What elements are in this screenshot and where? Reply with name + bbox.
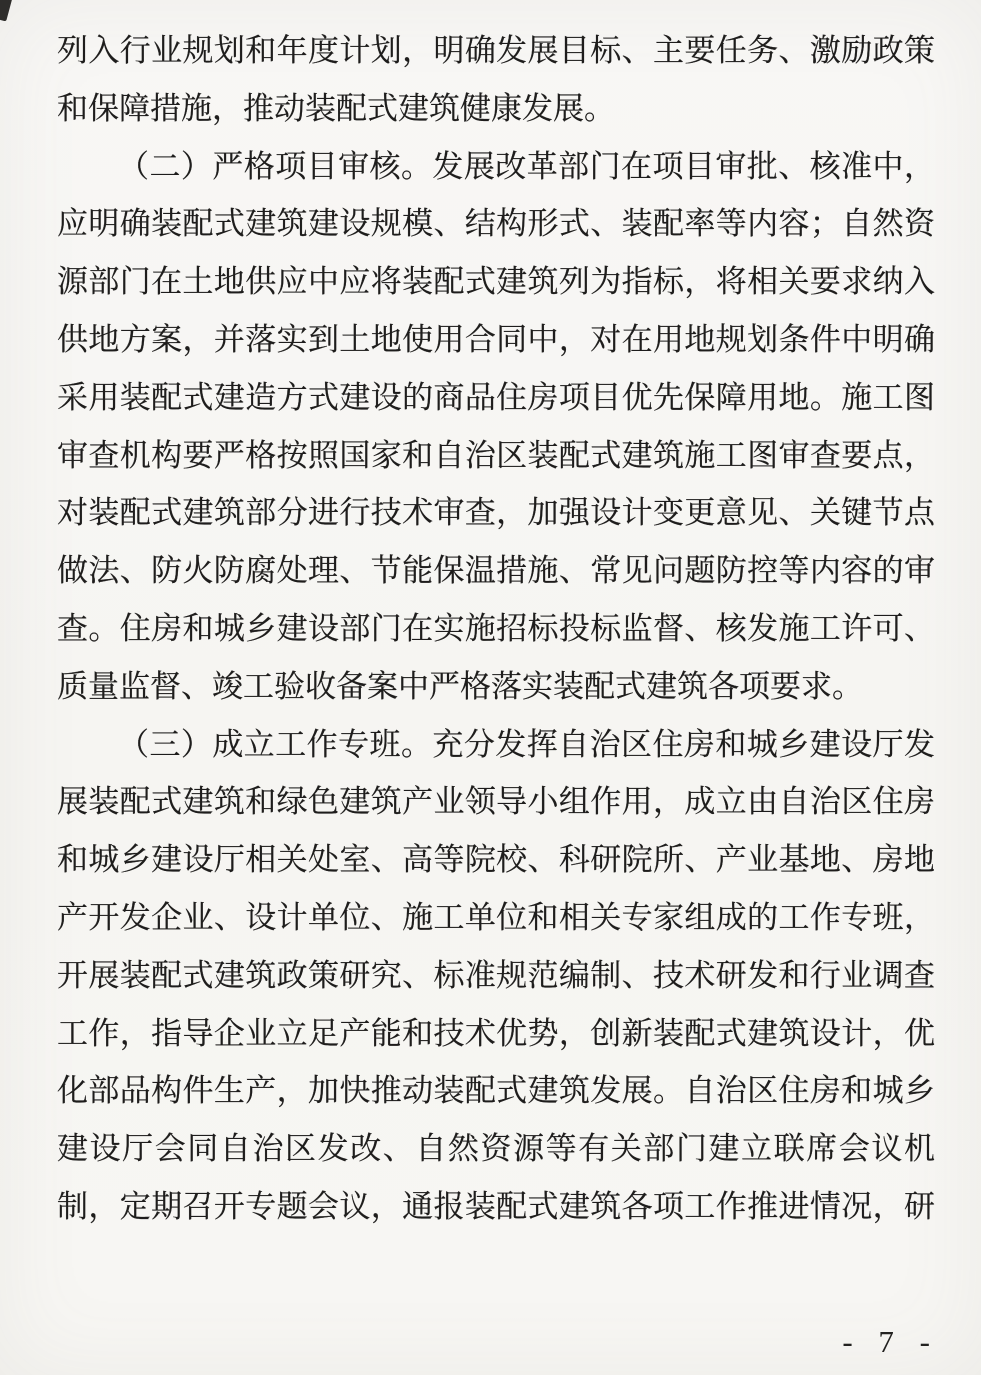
text-line-section-2-heading: （二）严格项目审核。发展改革部门在项目审批、核准中， — [118, 148, 935, 184]
text-line: 做法、防火防腐处理、节能保温措施、常见问题防控等内容的审 — [57, 553, 935, 589]
text-line: 化部品构件生产，加快推动装配式建筑发展。自治区住房和城乡 — [57, 1073, 935, 1109]
text-line: 展装配式建筑和绿色建筑产业领导小组作用，成立由自治区住房 — [57, 784, 935, 820]
text-line: 和保障措施，推动装配式建筑健康发展。 — [57, 90, 615, 126]
text-line: 列入行业规划和年度计划，明确发展目标、主要任务、激励政策 — [57, 33, 935, 68]
text-line: 查。住房和城乡建设部门在实施招标投标监督、核发施工许可、 — [57, 610, 935, 646]
text-line: 质量监督、竣工验收备案中严格落实装配式建筑各项要求。 — [57, 668, 863, 704]
text-line: 供地方案，并落实到土地使用合同中，对在用地规划条件中明确 — [57, 321, 935, 357]
text-line: 对装配式建筑部分进行技术审查，加强设计变更意见、关键节点 — [57, 495, 935, 531]
scan-artifact — [0, 0, 13, 21]
text-line: 和城乡建设厅相关处室、高等院校、科研院所、产业基地、房地 — [57, 842, 935, 878]
text-line: 源部门在土地供应中应将装配式建筑列为指标，将相关要求纳入 — [57, 264, 935, 300]
document-body — [57, 22, 935, 1236]
text-line: 开展装配式建筑政策研究、标准规范编制、技术研发和行业调查 — [57, 957, 935, 993]
text-line: 制，定期召开专题会议，通报装配式建筑各项工作推进情况，研 — [57, 1188, 935, 1224]
text-line-section-3-heading: （三）成立工作专班。充分发挥自治区住房和城乡建设厅发 — [118, 726, 935, 762]
text-line: 产开发企业、设计单位、施工单位和相关专家组成的工作专班， — [57, 899, 935, 935]
text-line: 应明确装配式建筑建设规模、结构形式、装配率等内容；自然资 — [57, 206, 935, 242]
text-line: 工作，指导企业立足产能和技术优势，创新装配式建筑设计，优 — [57, 1015, 935, 1051]
text-line: 采用装配式建造方式建设的商品住房项目优先保障用地。施工图 — [57, 379, 935, 415]
page-number: - 7 - — [842, 1324, 939, 1359]
text-line: 审查机构要严格按照国家和自治区装配式建筑施工图审查要点， — [57, 437, 935, 473]
text-line: 建设厅会同自治区发改、自然资源等有关部门建立联席会议机 — [57, 1131, 935, 1167]
